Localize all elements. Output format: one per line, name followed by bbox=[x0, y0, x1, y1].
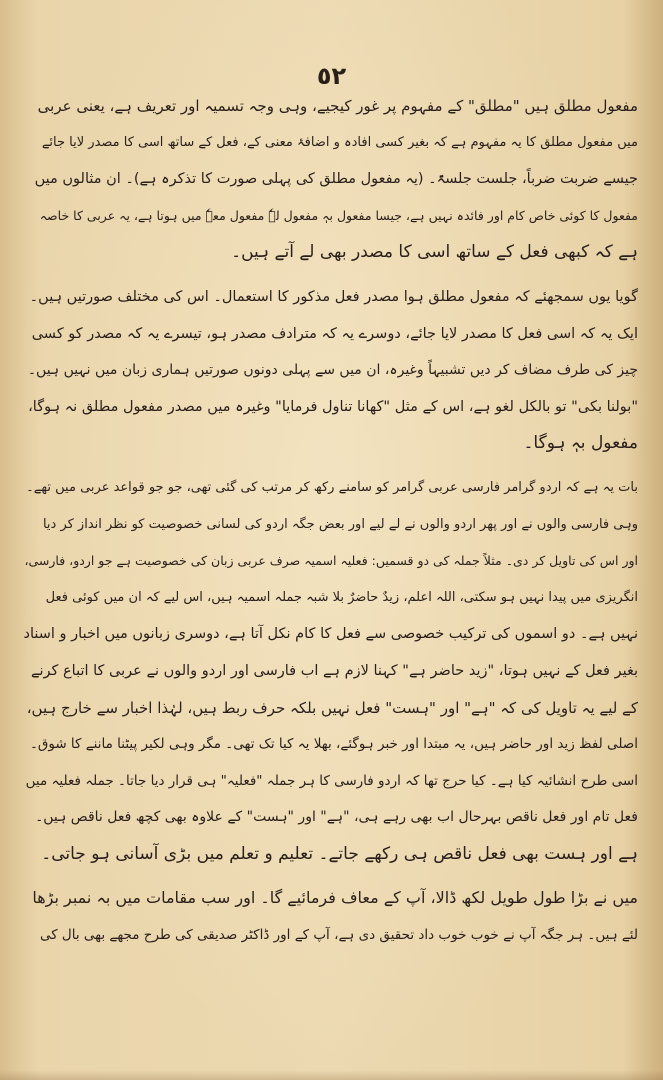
page-number: ٥٢ bbox=[316, 62, 347, 90]
text-line: بغیر فعل کے نہیں ہوتا، "زید حاضر ہے" کہنا لازم ہے اب فارسی اور اردو والوں نے عربی کا اتباع کرنے bbox=[30, 662, 638, 679]
paragraph-4 bbox=[24, 880, 638, 953]
text-line: لئے ہیں۔ ہر جگہ آپ نے خوب خوب داد تحقیق دی ہے، آپ کے اور ڈاکٹر صدیقی کی طرح مجھے بھی بال کی bbox=[39, 927, 638, 944]
text-line: نہیں ہے۔ دو اسموں کی ترکیب خصوصی سے فعل کا کام نکل آتا ہے، دوسری زبانوں میں اخبار و اسناد bbox=[24, 626, 638, 643]
text-line: میں نے بڑا طول طویل لکھ ڈالا، آپ کے معاف فرمائیے گا۔ اور سب مقامات میں بہ نمبر بڑھا bbox=[32, 888, 638, 908]
text-line: مفعول بہٖ ہوگا۔ bbox=[523, 433, 638, 454]
text-line: چیز کی طرف مضاف کر دیں تشبیہاً وغیرہ، ان میں سے پہلی دونوں صورتیں ہماری زبان میں نہیں ہیں۔ bbox=[27, 362, 638, 379]
text-line: فعل تام اور فعل ناقص بہرحال اب بھی رہے ہی، "ہے" اور "ہست" کے علاوہ بھی کچھ فعل ناقص ہیں۔ bbox=[35, 809, 638, 826]
text-line: ہے اور ہست بھی فعل ناقص ہی رکھے جاتے۔ تعلیم و تعلم میں بڑی آسانی ہو جاتی۔ bbox=[41, 843, 638, 864]
body-text bbox=[24, 88, 638, 954]
paragraph-2 bbox=[24, 279, 638, 462]
text-line: مفعول کا کوئی خاص کام اور فائدہ نہیں ہے، جیسا مفعول بہٖ مفعول لہٗ مفعول معہٗ میں ہوتا ہے، یہ عربی کا خاصہ bbox=[39, 207, 638, 223]
paragraph-1 bbox=[24, 88, 638, 271]
page-bottom-shadow bbox=[0, 1070, 663, 1080]
text-line: کے لیے یہ تاویل کی کہ "ہے" اور "ہست" فعل نہیں بلکہ حرف ربط ہیں، لہٰذا اخبار سے خارج ہیں، bbox=[26, 698, 638, 717]
text-line: اسی طرح انشائیہ کیا ہے۔ کیا حرج تھا کہ اردو فارسی کا ہر جملہ "فعلیہ" ہی قرار دیا جاتا۔ جملہ فعلیہ میں bbox=[25, 772, 638, 789]
text-line: بات یہ ہے کہ اردو گرامر فارسی عربی گرامر کو سامنے رکھ کر مرتب کی گئی تھی، جو جو قواعد عربی میں تھے۔ bbox=[26, 479, 638, 495]
text-line: ہے کہ کبھی فعل کے ساتھ اسی کا مصدر بھی لے آتے ہیں۔ bbox=[231, 242, 638, 263]
text-line: ایک یہ کہ اسی فعل کا مصدر لایا جائے، دوسرے یہ کہ مترادف مصدر ہو، تیسرے یہ کہ مصدر کو کسی bbox=[31, 325, 638, 342]
paragraph-3 bbox=[24, 470, 638, 873]
text-line: مفعول مطلق ہیں "مطلق" کے مفہوم پر غور کیجیے، وہی وجہ تسمیہ اور تعریف ہے، یعنی عربی bbox=[37, 97, 638, 115]
text-line: میں مفعول مطلق کا یہ مفہوم ہے کہ بغیر کسی افادہ و اضافۂ معنی کے، فعل کے ساتھ اسی کا مصدر لایا جائے bbox=[41, 134, 638, 150]
text-line: انگریزی میں پیدا نہیں ہو سکتی، اللہ اعلم، زیدٌ حاضرٌ بلا شبہ جملہ اسمیہ ہیں، اس لیے کہ ان میں کوئی فعل bbox=[45, 589, 638, 605]
text-line: جیسے ضربت ضرباً، جلست جلسۃً۔ (یہ مفعول مطلق کی پہلی صورت کا تذکرہ ہے)۔ ان مثالوں میں bbox=[34, 171, 638, 188]
text-line: اصلی لفظ زید اور حاضر ہیں، یہ مبتدا اور خبر ہوگئے، بھلا یہ کیا تک تھی۔ مگر وہی لکیر پیٹنا ماننے کا شوق۔ bbox=[29, 736, 638, 753]
text-line: اور اس کی تاویل کر دی۔ مثلاً جملہ کی دو قسمیں: فعلیہ اسمیہ صرف عربی زبان کی خصوصیت ہے جو اردو، فارسی، bbox=[24, 553, 638, 569]
text-line: "بولنا بکی" تو بالکل لغو ہے، اس کے مثل "کھانا تناول فرمایا" وغیرہ میں مصدر مفعول مطلق نہ ہوگا، bbox=[28, 398, 638, 415]
text-line: گویا یوں سمجھئے کہ مفعول مطلق ہوا مصدر فعل مذکور کا استعمال۔ اس کی مختلف صورتیں ہیں۔ bbox=[29, 288, 638, 305]
text-line: وہی فارسی والوں نے اور پھر اردو والوں نے لے لیے اور بعض جگہ اردو کی لسانی خصوصیت کو نظر انداز کر دیا bbox=[42, 516, 638, 532]
